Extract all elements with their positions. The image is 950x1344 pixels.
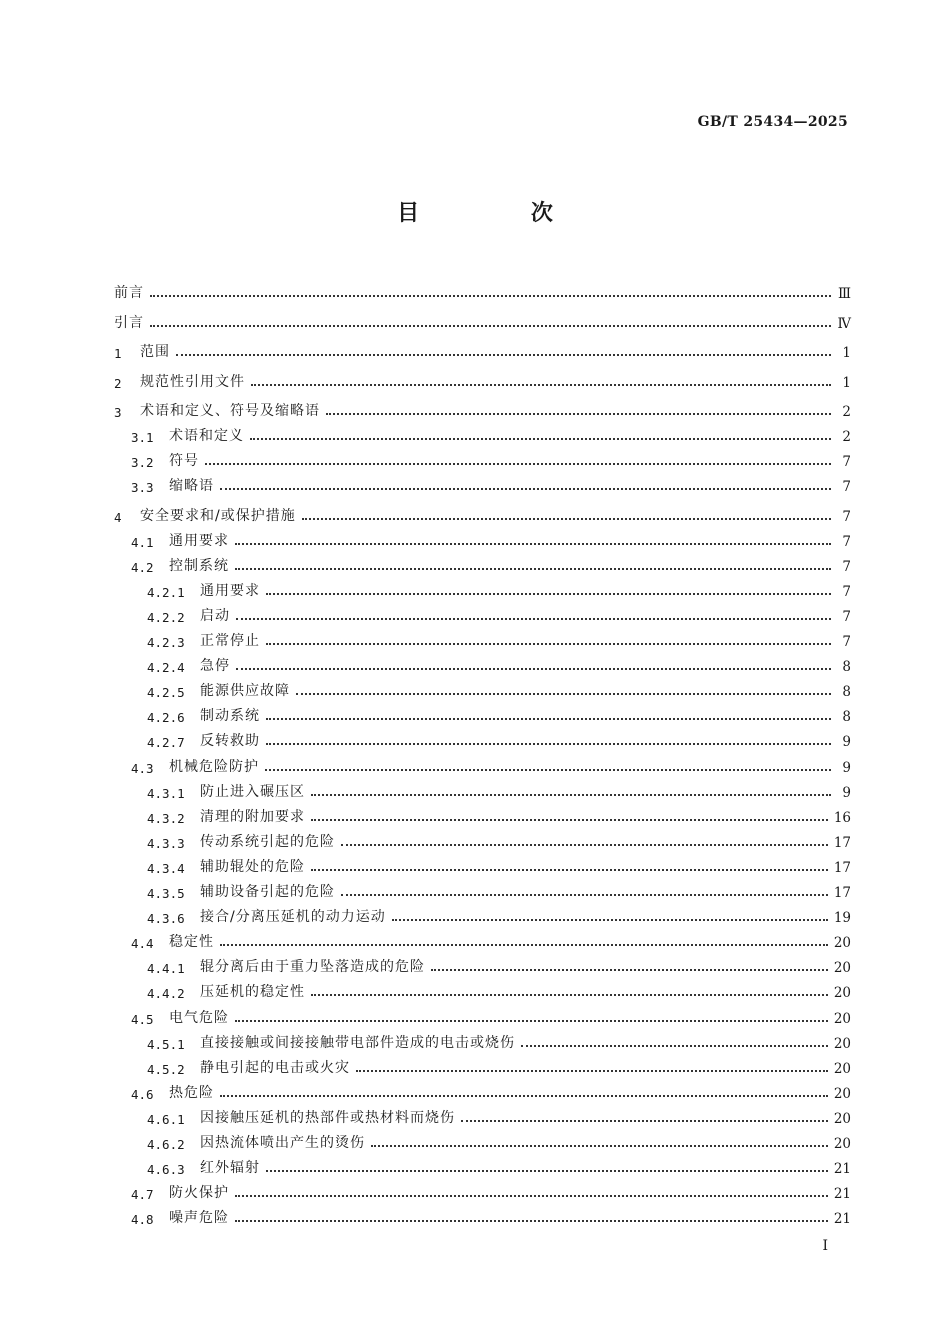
toc-dot-leader bbox=[392, 918, 828, 921]
toc-dot-leader bbox=[235, 542, 831, 545]
toc-entry[interactable] bbox=[114, 495, 851, 524]
toc-dot-leader bbox=[251, 383, 831, 386]
toc-dot-leader bbox=[235, 1219, 828, 1222]
toc-entry[interactable] bbox=[114, 926, 851, 951]
toc-dot-leader bbox=[266, 1169, 828, 1172]
toc-entry-title: 通用要求 bbox=[200, 582, 260, 599]
toc-entry[interactable] bbox=[114, 1152, 851, 1177]
toc-entry-number: 4.4.2 bbox=[147, 986, 185, 1002]
toc-entry-page: 16 bbox=[833, 809, 851, 826]
toc-entry-page: 17 bbox=[833, 834, 851, 851]
toc-entry[interactable] bbox=[114, 361, 851, 390]
toc-entry[interactable] bbox=[114, 675, 851, 700]
toc-entry[interactable] bbox=[114, 826, 851, 851]
toc-entry-number: 4.1 bbox=[131, 534, 154, 550]
toc-entry-title: 安全要求和/或保护措施 bbox=[140, 507, 296, 524]
toc-entry-page: 17 bbox=[833, 885, 851, 902]
toc-entry[interactable] bbox=[114, 1177, 851, 1202]
toc-entry-title: 正常停止 bbox=[200, 633, 260, 650]
toc-entry[interactable] bbox=[114, 750, 851, 775]
toc-entry[interactable] bbox=[114, 550, 851, 575]
toc-entry[interactable] bbox=[114, 1052, 851, 1077]
toc-entry[interactable] bbox=[114, 776, 851, 801]
toc-dot-leader bbox=[266, 717, 831, 720]
toc-entry-number: 4.8 bbox=[131, 1212, 154, 1228]
toc-entry-number: 4.2.3 bbox=[147, 635, 185, 651]
toc-dot-leader bbox=[311, 818, 828, 821]
toc-entry-page: 7 bbox=[842, 479, 851, 496]
toc-entry-page: 20 bbox=[833, 1035, 851, 1052]
toc-entry-title: 术语和定义 bbox=[169, 428, 244, 445]
toc-entry-title: 缩略语 bbox=[169, 478, 214, 495]
toc-entry-page: 20 bbox=[833, 1135, 851, 1152]
toc-dot-leader bbox=[236, 617, 831, 620]
toc-dot-leader bbox=[236, 667, 831, 670]
toc-dot-leader bbox=[266, 642, 831, 645]
toc-entry-page: 20 bbox=[833, 985, 851, 1002]
toc-dot-leader bbox=[266, 742, 831, 745]
toc-entry-page: 7 bbox=[842, 508, 851, 525]
toc-entry[interactable] bbox=[114, 470, 851, 495]
toc-entry-title: 压延机的稳定性 bbox=[200, 984, 305, 1001]
toc-entry-title: 通用要求 bbox=[169, 532, 229, 549]
toc-entry[interactable] bbox=[114, 391, 851, 420]
toc-entry-page: 7 bbox=[842, 634, 851, 651]
toc-entry-number: 4.3.4 bbox=[147, 860, 185, 876]
toc-dot-leader bbox=[176, 353, 831, 356]
toc-entry-number: 4.2.7 bbox=[147, 735, 185, 751]
toc-entry-number: 4.6.3 bbox=[147, 1162, 185, 1178]
toc-entry-title: 传动系统引起的危险 bbox=[200, 833, 335, 850]
toc-entry-number: 4.2.6 bbox=[147, 710, 185, 726]
toc-entry-title: 机械危险防护 bbox=[169, 758, 259, 775]
toc-entry-number: 4.5.2 bbox=[147, 1061, 185, 1077]
toc-entry-number: 1 bbox=[114, 346, 122, 362]
toc-dot-leader bbox=[250, 437, 831, 440]
toc-dot-leader bbox=[150, 324, 831, 327]
toc-entry-number: 4.2.5 bbox=[147, 685, 185, 701]
toc-entry[interactable] bbox=[114, 625, 851, 650]
toc-entry-number: 4.3.6 bbox=[147, 911, 185, 927]
toc-entry-page: 2 bbox=[842, 429, 851, 446]
toc-entry-title: 防止进入碾压区 bbox=[200, 783, 305, 800]
table-of-contents bbox=[114, 273, 851, 1227]
toc-entry-title: 范围 bbox=[140, 344, 170, 361]
toc-entry[interactable] bbox=[114, 976, 851, 1001]
toc-entry-number: 4.6.2 bbox=[147, 1136, 185, 1152]
toc-dot-leader bbox=[326, 412, 831, 415]
toc-dot-leader bbox=[220, 1094, 828, 1097]
toc-entry-number: 4.3 bbox=[131, 760, 154, 776]
toc-entry[interactable] bbox=[114, 525, 851, 550]
toc-entry-page: 21 bbox=[833, 1161, 851, 1178]
toc-dot-leader bbox=[220, 943, 828, 946]
toc-dot-leader bbox=[205, 462, 831, 465]
toc-entry[interactable] bbox=[114, 445, 851, 470]
toc-entry-number: 2 bbox=[114, 375, 122, 391]
toc-entry[interactable] bbox=[114, 332, 851, 361]
toc-entry-title: 噪声危险 bbox=[169, 1210, 229, 1227]
toc-entry[interactable] bbox=[114, 725, 851, 750]
toc-entry-page: 9 bbox=[842, 784, 851, 801]
toc-entry-number: 3 bbox=[114, 404, 122, 420]
toc-entry-number: 4.2.4 bbox=[147, 660, 185, 676]
toc-entry-title: 直接接触或间接接触带电部件造成的电击或烧伤 bbox=[200, 1034, 515, 1051]
toc-dot-leader bbox=[311, 793, 831, 796]
toc-entry-page: 7 bbox=[842, 609, 851, 625]
toc-entry-title: 电气危险 bbox=[169, 1009, 229, 1026]
toc-entry[interactable] bbox=[114, 273, 851, 302]
toc-dot-leader bbox=[311, 993, 828, 996]
toc-entry-title: 清理的附加要求 bbox=[200, 808, 305, 825]
toc-entry[interactable] bbox=[114, 1102, 851, 1127]
toc-entry-title: 静电引起的电击或火灾 bbox=[200, 1059, 350, 1076]
toc-entry[interactable] bbox=[114, 801, 851, 826]
toc-dot-leader bbox=[296, 692, 831, 695]
toc-entry-number: 3.2 bbox=[131, 455, 154, 471]
toc-entry[interactable] bbox=[114, 1127, 851, 1152]
toc-entry[interactable] bbox=[114, 1001, 851, 1026]
toc-entry-page: 7 bbox=[842, 558, 851, 575]
page-title: 目 次 bbox=[397, 201, 605, 226]
toc-entry-title: 辊分离后由于重力坠落造成的危险 bbox=[200, 959, 425, 976]
toc-entry-number: 4.2.2 bbox=[147, 610, 185, 625]
toc-entry-title: 因热流体喷出产生的烫伤 bbox=[200, 1134, 365, 1151]
toc-entry-number: 3.3 bbox=[131, 480, 154, 496]
toc-dot-leader bbox=[371, 1144, 828, 1147]
toc-entry-number: 4.7 bbox=[131, 1187, 154, 1203]
toc-entry-page: 20 bbox=[833, 1110, 851, 1127]
toc-dot-leader bbox=[150, 294, 831, 297]
toc-entry-page: 20 bbox=[833, 935, 851, 952]
toc-entry-page: 21 bbox=[833, 1211, 851, 1228]
toc-entry-title: 符号 bbox=[169, 453, 199, 470]
toc-entry-page: 1 bbox=[842, 374, 851, 391]
toc-entry-number: 3.1 bbox=[131, 430, 154, 446]
toc-entry-page: 20 bbox=[833, 960, 851, 977]
toc-entry[interactable] bbox=[114, 851, 851, 876]
toc-entry[interactable] bbox=[114, 876, 851, 901]
toc-entry-number: 4.5 bbox=[131, 1011, 154, 1027]
toc-entry-number: 4 bbox=[114, 509, 122, 525]
toc-entry-number: 4.3.3 bbox=[147, 835, 185, 851]
toc-entry-title: 稳定性 bbox=[169, 934, 214, 951]
toc-entry[interactable] bbox=[114, 1202, 851, 1227]
toc-entry-page: 20 bbox=[833, 1060, 851, 1077]
toc-entry-title: 前言 bbox=[114, 285, 144, 302]
toc-dot-leader bbox=[235, 1194, 828, 1197]
toc-dot-leader bbox=[265, 768, 831, 771]
toc-entry-title: 防火保护 bbox=[169, 1185, 229, 1202]
toc-entry-number: 4.3.2 bbox=[147, 810, 185, 826]
toc-dot-leader bbox=[235, 1019, 828, 1022]
toc-entry-number: 4.2.1 bbox=[147, 584, 185, 600]
toc-entry-title: 辅助辊处的危险 bbox=[200, 858, 305, 875]
toc-entry[interactable] bbox=[114, 700, 851, 725]
toc-entry-title: 规范性引用文件 bbox=[140, 373, 245, 390]
toc-entry[interactable] bbox=[114, 600, 851, 625]
toc-entry-title: 反转救助 bbox=[200, 733, 260, 750]
toc-dot-leader bbox=[356, 1069, 828, 1072]
toc-dot-leader bbox=[431, 968, 828, 971]
toc-entry-page: 8 bbox=[842, 709, 851, 726]
footer-page-number: I bbox=[822, 1238, 828, 1254]
toc-entry-number: 4.2 bbox=[131, 559, 154, 575]
toc-entry-title: 引言 bbox=[114, 314, 144, 331]
toc-entry-number: 4.3.1 bbox=[147, 785, 185, 801]
toc-entry-number: 4.4.1 bbox=[147, 961, 185, 977]
toc-entry-number: 4.6 bbox=[131, 1086, 154, 1102]
toc-entry[interactable] bbox=[114, 650, 851, 675]
toc-entry[interactable] bbox=[114, 1027, 851, 1052]
toc-entry-page: 1 bbox=[842, 345, 851, 362]
toc-entry[interactable] bbox=[114, 1077, 851, 1102]
toc-entry-title: 红外辐射 bbox=[200, 1160, 260, 1177]
toc-dot-leader bbox=[220, 487, 831, 490]
toc-entry-page: 7 bbox=[842, 533, 851, 550]
toc-entry-title: 热危险 bbox=[169, 1084, 214, 1101]
toc-entry-page: 21 bbox=[833, 1186, 851, 1203]
toc-entry-title: 因接触压延机的热部件或热材料而烧伤 bbox=[200, 1109, 455, 1126]
toc-entry-page: 7 bbox=[842, 583, 851, 600]
toc-entry-title: 辅助设备引起的危险 bbox=[200, 884, 335, 901]
toc-entry-title: 急停 bbox=[200, 658, 230, 675]
toc-entry-page: 9 bbox=[842, 759, 851, 776]
standard-number: GB/T 25434—2025 bbox=[697, 114, 848, 130]
toc-dot-leader bbox=[461, 1119, 828, 1122]
toc-dot-leader bbox=[341, 843, 828, 846]
toc-dot-leader bbox=[235, 567, 831, 570]
toc-entry[interactable] bbox=[114, 901, 851, 926]
toc-entry-number: 4.3.5 bbox=[147, 886, 185, 902]
toc-dot-leader bbox=[311, 868, 828, 871]
toc-entry-page: 20 bbox=[833, 1085, 851, 1102]
toc-entry-page: 9 bbox=[842, 734, 851, 751]
toc-entry-page: 20 bbox=[833, 1010, 851, 1027]
toc-dot-leader bbox=[341, 893, 828, 896]
toc-entry-page: 8 bbox=[842, 684, 851, 701]
toc-entry-page: Ⅳ bbox=[837, 315, 851, 332]
toc-entry-title: 启动 bbox=[200, 608, 230, 624]
toc-entry-title: 接合/分离压延机的动力运动 bbox=[200, 909, 386, 926]
toc-dot-leader bbox=[266, 592, 831, 595]
toc-entry-page: Ⅲ bbox=[837, 286, 851, 303]
toc-entry-number: 4.5.1 bbox=[147, 1036, 185, 1052]
toc-entry-page: 7 bbox=[842, 454, 851, 471]
toc-entry-page: 17 bbox=[833, 859, 851, 876]
toc-entry-number: 4.4 bbox=[131, 936, 154, 952]
toc-entry-page: 2 bbox=[842, 403, 851, 420]
toc-entry-title: 术语和定义、符号及缩略语 bbox=[140, 402, 320, 419]
toc-dot-leader bbox=[302, 517, 831, 520]
toc-entry[interactable] bbox=[114, 302, 851, 331]
toc-entry[interactable] bbox=[114, 575, 851, 600]
toc-entry-title: 控制系统 bbox=[169, 557, 229, 574]
toc-entry-number: 4.6.1 bbox=[147, 1111, 185, 1127]
toc-entry-page: 8 bbox=[842, 659, 851, 676]
toc-entry[interactable] bbox=[114, 951, 851, 976]
toc-entry[interactable] bbox=[114, 420, 851, 445]
toc-entry-title: 能源供应故障 bbox=[200, 683, 290, 700]
toc-entry-page: 19 bbox=[833, 910, 851, 927]
toc-dot-leader bbox=[521, 1044, 828, 1047]
toc-entry-title: 制动系统 bbox=[200, 708, 260, 725]
